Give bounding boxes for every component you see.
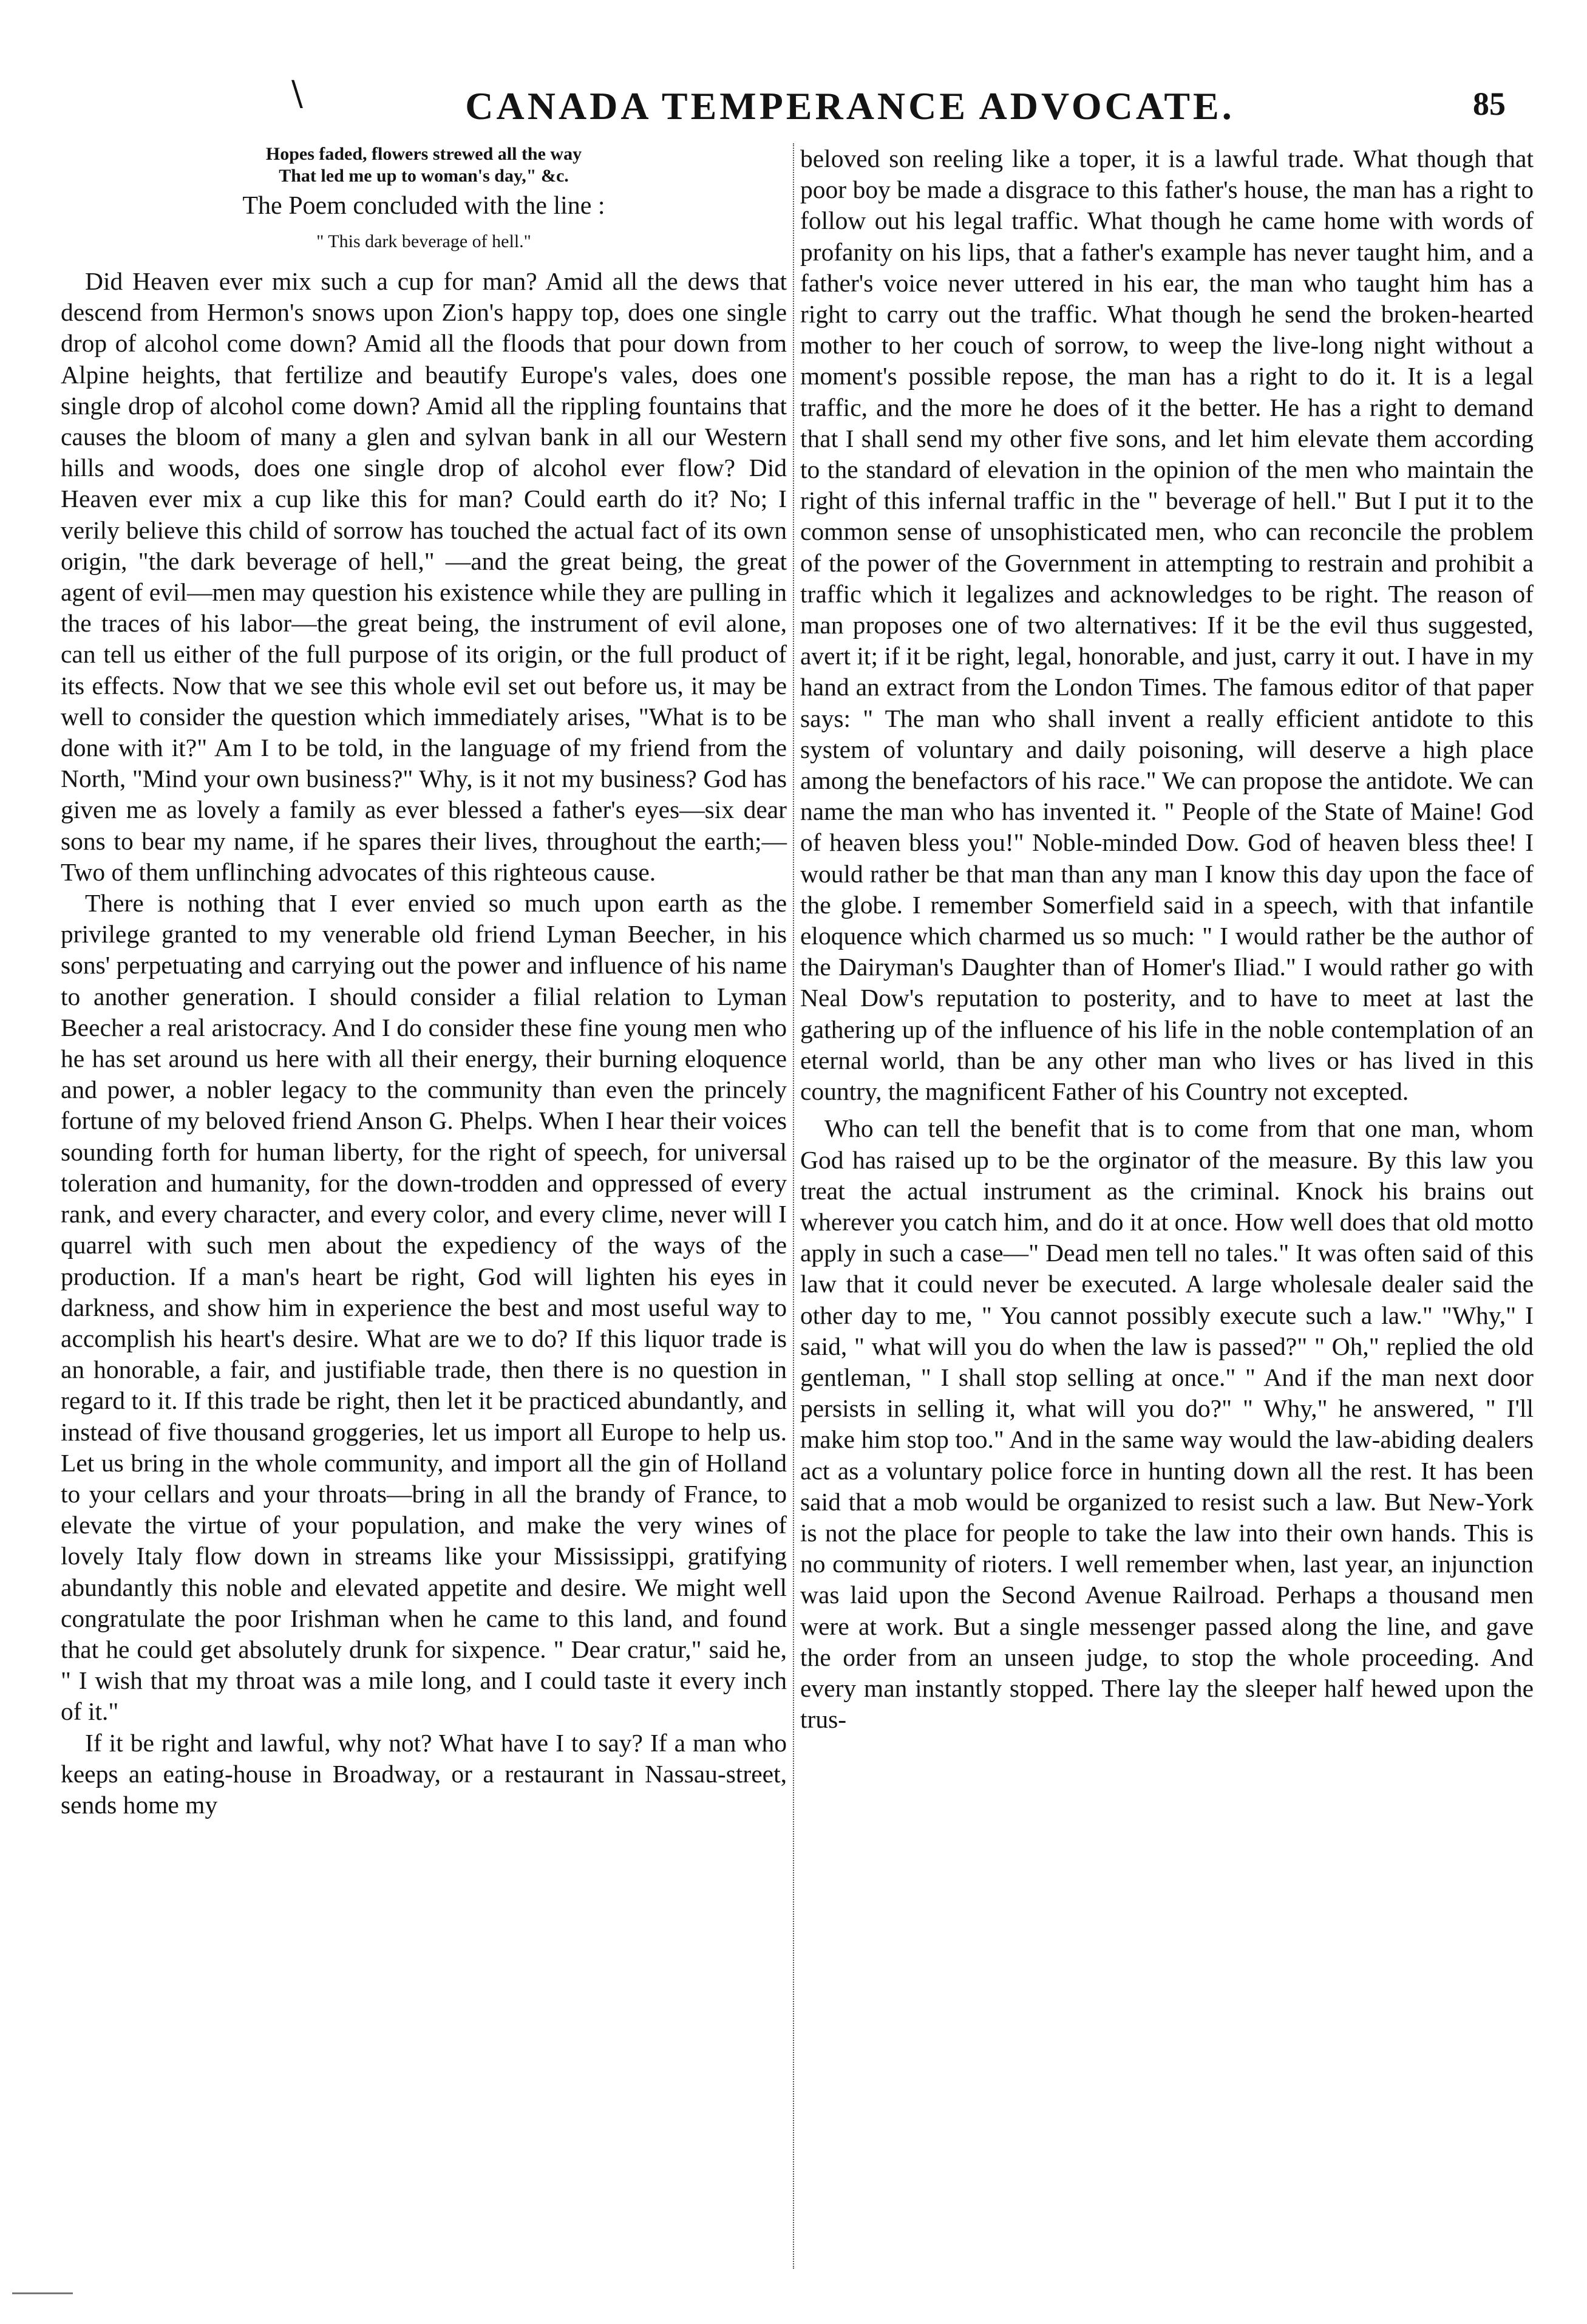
page-number: 85 xyxy=(1473,86,1506,122)
paragraph: If it be right and lawful, why not? What have I to say? If a man who keeps an eating-house in Broadway, or a restaurant in Nassau-street, sends home my xyxy=(61,1728,787,1819)
verse-line-1: Hopes faded, flowers strewed all the way xyxy=(265,144,582,164)
verse-line-2: That led me up to woman's day," &c. xyxy=(279,166,569,186)
right-column xyxy=(800,143,1534,2281)
left-column xyxy=(61,143,787,2281)
paragraph: There is nothing that I ever envied so much upon earth as the privilege granted to my venerable old friend Lyman Beecher, in his sons' perpetuating and carrying out the power and influence of his name to another generation. I should consider a filial relation to Lyman Beecher a real aristocracy. And I do consider these fine young men who he has set around us here with all their energy, their burning eloquence and power, a nobler legacy to the community than even the princely fortune of my beloved friend Anson G. Phelps. When I hear their voices sounding forth for human liberty, for the right of speech, for universal toleration and humanity, for the down-trodden and oppressed of every rank, and every character, and every color, and every clime, never will I quarrel with such men about the expediency of the ways of the production. If a man's heart be right, God will lighten his eyes in darkness, and show him in experience the best and most useful way to accomplish his heart's desire. What are we to do? If this liquor trade is an honorable, a fair, and justifiable trade, then there is no question in regard to it. If this trade be right, then let it be practiced abundantly, and instead of five thousand groggeries, let us import all Europe to help us. Let us bring in the whole community, and import all the gin of Holland to your cellars and your throats—bring in all the brandy of France, to elevate the virtue of your population, and make the very wines of lovely Italy flow down in streams like your Mississippi, gratifying abundantly this noble and elevated appetite and desire. We might well congratulate the poor Irishman when he came to this land, and found that he could get absolutely drunk for sixpence. " Dear cratur," said he, " I wish that my throat was a mile long, and I could taste it every inch of it." xyxy=(61,889,787,1726)
paragraph: Did Heaven ever mix such a cup for man? Amid all the dews that descend from Hermon's snows upon Zion's happy top, does one single drop of alcohol come down? Amid all the floods that pour down from Alpine heights, that fertilize and beautify Europe's vales, does one single drop of alcohol come down? Amid all the rippling fountains that causes the bloom of many a glen and sylvan bank in all our Western hills and woods, does one single drop of alcohol ever flow? Did Heaven ever mix a cup like this for man? Could earth do it? No; I verily believe this child of sorrow has touched the actual fact of its own origin, "the dark beverage of hell," —and the great being, the great agent of evil—men may question his existence while they are pulling in the traces of his labor—the great being, the instrument of evil alone, can tell us either of the full purpose of its origin, or the full product of its effects. Now that we see this whole evil set out before us, it may be well to consider the question which immediately arises, "What is to be done with it?" Am I to be told, in the language of my friend from the North, "Mind your own business?" Why, is it not my business? God has given me as lovely a family as ever blessed a father's eyes—six dear sons to bear my name, if he spares their lives, throughout the earth;—Two of them unflinching advocates of this righteous cause. xyxy=(61,267,787,886)
paragraph: Who can tell the benefit that is to come from that one man, whom God has raised up to be the orginator of the measure. By this law you treat the actual instrument as the criminal. Knock his brains out wherever you catch him, and do it at once. How well does that old motto apply in such a case—" Dead men tell no tales." It was often said of this law that it could never be executed. A large wholesale dealer said the other day to me, " You cannot possibly execute such a law." "Why," I said, " what will you do when the law is passed?" " Oh," replied the old gentleman, " I shall stop selling at once." " And if the man next door persists in selling it, what will you do?" " Why," he answered, " I'll make him stop too." And in the same way would the law-abiding dealers act as a voluntary police force in hunting down all the rest. It has been said that a mob would be organized to resist such a law. But New-York is not the place for people to take the law into their own hands. This is no community of rioters. I well remember when, last year, an injunction was laid upon the Second Avenue Railroad. Perhaps a thousand men were at work. But a single messenger passed along the line, and gave the order from an unseen judge, to stop the whole proceeding. And every man instantly stopped. There lay the sleeper half hewed upon the trus- xyxy=(800,1114,1534,1734)
column-divider xyxy=(793,143,795,2269)
page-edge-mark xyxy=(12,2292,73,2294)
page-title: CANADA TEMPERANCE ADVOCATE. xyxy=(465,84,1235,128)
poem-intro: The Poem concluded with the line : xyxy=(242,192,605,220)
paragraph: beloved son reeling like a toper, it is a lawful trade. What though that poor boy be made a disgrace to this father's house, the man has a right to follow out his legal traffic. What though he came home with words of profanity on his lips, that a father's example has never taught him, and a father's voice never uttered in his ear, the man who taught him has a right to carry out the traffic. What though he send the broken-hearted mother to her couch of sorrow, to weep the live-long night without a moment's possible repose, the man has a right to do it. It is a legal traffic, and the more he does of it the better. He has a right to demand that I shall send my other five sons, and let him elevate them according to the standard of elevation in the opinion of the men who maintain the right of this infernal traffic in the " beverage of hell." But I put it to the common sense of unsophisticated men, who can reconcile the problem of the power of the Government in attempting to restrain and prohibit a traffic which it legalizes and acknowledges to be right. The reason of man proposes one of two alternatives: If it be the evil thus suggested, avert it; if it be right, legal, honorable, and just, carry it out. I have in my hand an extract from the London Times. The famous editor of that paper says: " The man who shall invent a really efficient antidote to this system of voluntary and daily poisoning, will deserve a high place among the benefactors of his race." We can propose the antidote. We can name the man who has invented it. " People of the State of Maine! God of heaven bless you!" Noble-minded Dow. God of heaven bless thee! I would rather be that man than any man I know this day upon the face of the globe. I remember Somerfield said in a speech, with that infantile eloquence which charmed us so much: " I would rather be the author of the Dairyman's Daughter than of Homer's Iliad." I would rather go with Neal Dow's reputation to posterity, and to have to meet at last the gathering up of the influence of his life in the noble contemplation of an eternal world, than be any other man who lives or has lived in this country, the magnificent Father of his Country not excepted. xyxy=(800,145,1534,1106)
header-mark: \ xyxy=(291,74,303,114)
page-header xyxy=(194,73,1506,134)
verse-quote: " This dark beverage of hell." xyxy=(316,231,531,251)
